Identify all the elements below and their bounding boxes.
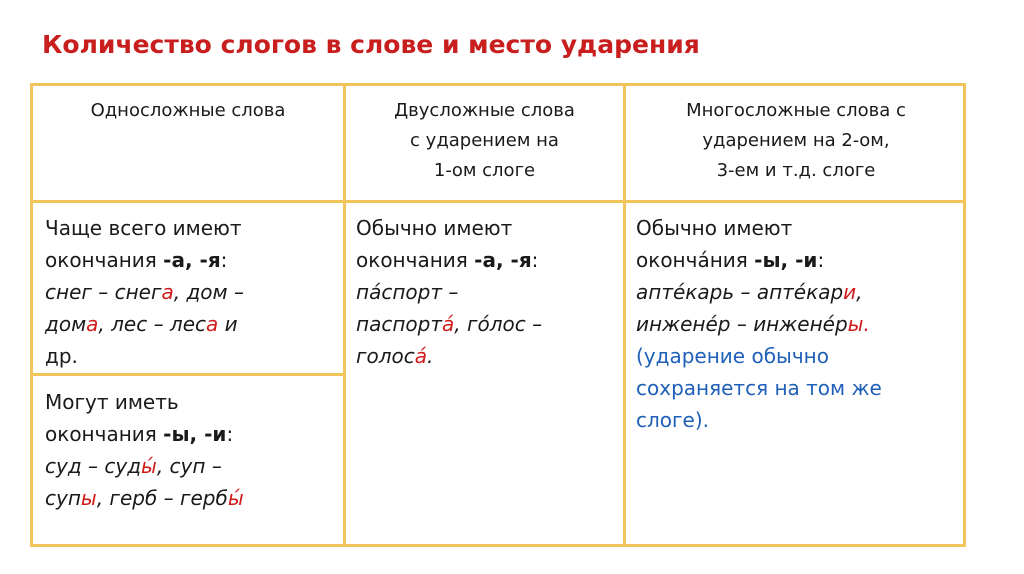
text: слоге). bbox=[636, 408, 709, 432]
ending-highlight: ы. bbox=[847, 312, 870, 336]
col1-bottom-line bbox=[45, 418, 335, 450]
ending-highlight: а bbox=[161, 280, 174, 304]
text: , го́лос – bbox=[454, 312, 543, 336]
ending-text: -ы, -и bbox=[754, 248, 818, 272]
header-col3-line: ударением на 2-ом, bbox=[702, 130, 890, 151]
text: суп bbox=[45, 486, 81, 510]
ending-highlight: ы́ bbox=[141, 454, 157, 478]
text: и bbox=[218, 312, 238, 336]
text: окончания bbox=[45, 422, 164, 446]
col3-example bbox=[636, 276, 964, 308]
text: паспорт bbox=[356, 312, 442, 336]
text: дом bbox=[45, 312, 87, 336]
header-col3 bbox=[626, 96, 966, 186]
ending-highlight: а́ bbox=[442, 312, 455, 336]
text: сохраняется на том же bbox=[636, 376, 882, 400]
col3-note bbox=[636, 340, 964, 372]
col1-top-line bbox=[45, 244, 335, 276]
col2-cell bbox=[356, 212, 618, 372]
col1-top-example bbox=[45, 308, 335, 340]
col3-example bbox=[636, 308, 964, 340]
ending-highlight: и bbox=[843, 280, 857, 304]
text: окончания bbox=[356, 248, 475, 272]
text: др. bbox=[45, 344, 78, 368]
text: (ударение обычно bbox=[636, 344, 829, 368]
header-col2 bbox=[346, 96, 623, 186]
header-col3-line: Многосложные слова с bbox=[686, 100, 906, 121]
col2-example bbox=[356, 340, 618, 372]
text: суд – суд bbox=[45, 454, 142, 478]
text: , лес – лес bbox=[98, 312, 207, 336]
header-col1 bbox=[33, 96, 343, 126]
text: : bbox=[531, 248, 539, 272]
text: : bbox=[226, 422, 234, 446]
text: Обычно имеют bbox=[636, 216, 793, 240]
col3-line bbox=[636, 212, 964, 244]
col2-line bbox=[356, 244, 618, 276]
col3-line bbox=[636, 244, 964, 276]
text: , bbox=[856, 280, 863, 304]
col1-top-example bbox=[45, 276, 335, 308]
text: инжене́р – инжене́р bbox=[636, 312, 848, 336]
page-title: Количество слогов в слове и место ударения bbox=[42, 30, 700, 59]
text: : bbox=[817, 248, 825, 272]
header-divider bbox=[33, 200, 963, 203]
col1-top-line bbox=[45, 340, 335, 372]
text: , дом – bbox=[173, 280, 244, 304]
col3-cell bbox=[636, 212, 964, 436]
text: апте́карь – апте́кар bbox=[636, 280, 844, 304]
col1-top-cell bbox=[45, 212, 335, 372]
col1-bottom-line bbox=[45, 386, 335, 418]
ending-text: -ы, -и bbox=[163, 422, 227, 446]
text: па́спорт – bbox=[356, 280, 459, 304]
ending-highlight: ы́ bbox=[227, 486, 244, 510]
text: : bbox=[220, 248, 228, 272]
header-col3-line: 3-ем и т.д. слоге bbox=[716, 160, 876, 181]
header-col2-line: с ударением на bbox=[410, 130, 559, 151]
row-divider bbox=[33, 373, 343, 376]
col1-top-line bbox=[45, 212, 335, 244]
syllable-table bbox=[30, 83, 966, 547]
col1-bottom-example bbox=[45, 482, 335, 514]
col1-bottom-cell bbox=[45, 386, 335, 514]
col2-example bbox=[356, 276, 618, 308]
header-col2-line: 1-ом слоге bbox=[433, 160, 536, 181]
col2-line bbox=[356, 212, 618, 244]
col2-example bbox=[356, 308, 618, 340]
ending-text: -а, -я bbox=[163, 248, 221, 272]
col3-note bbox=[636, 404, 964, 436]
text: оконча́ния bbox=[636, 248, 755, 272]
header-col1-text: Односложные слова bbox=[90, 100, 286, 121]
text: . bbox=[427, 344, 434, 368]
ending-highlight: а bbox=[206, 312, 219, 336]
text: окончания bbox=[45, 248, 164, 272]
col3-note bbox=[636, 372, 964, 404]
text: снег – снег bbox=[45, 280, 162, 304]
text: Чаще всего имеют bbox=[45, 216, 242, 240]
text: голос bbox=[356, 344, 415, 368]
text: Обычно имеют bbox=[356, 216, 513, 240]
ending-text: -а, -я bbox=[474, 248, 532, 272]
ending-highlight: ы bbox=[80, 486, 97, 510]
ending-highlight: а́ bbox=[414, 344, 428, 368]
text: Могут иметь bbox=[45, 390, 179, 414]
header-col2-line: Двусложные слова bbox=[394, 100, 575, 121]
ending-highlight: а bbox=[86, 312, 99, 336]
text: , герб – герб bbox=[96, 486, 228, 510]
text: , суп – bbox=[156, 454, 222, 478]
col1-bottom-example bbox=[45, 450, 335, 482]
